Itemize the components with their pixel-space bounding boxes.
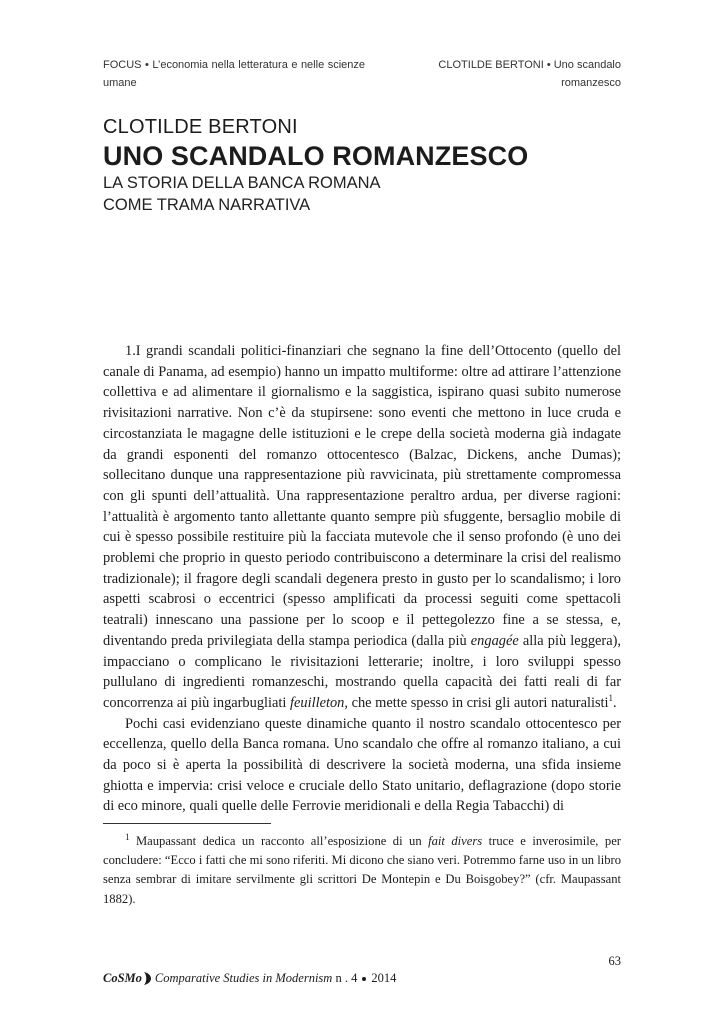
journal-issue: n . 4 bbox=[335, 971, 358, 985]
paragraph-1 bbox=[103, 341, 621, 714]
journal-name: Comparative Studies in Modernism bbox=[154, 971, 333, 985]
subtitle-line-2: COME TRAMA NARRATIVA bbox=[103, 196, 311, 214]
running-header-left: FOCUS • L’economia nella letteratura e nelle scienze umane bbox=[103, 59, 365, 89]
journal-logo bbox=[103, 971, 155, 986]
paragraph-1-text-a: 1.I grandi scandali politici-finanziari che segnano la fine dell’Ottocento (quello del canale di Panama, ad esempio) hanno un impatto multiforme: oltre ad attirare l’attenzione collettiva e ad alimentare il giornalismo e la saggistica, ispirano quasi subito numerose rivisitazioni narrative. Non c’è da stupirsene: sono eventi che mettono in luce cruda e circostanziata le magagne delle istituzioni e le crepe della società moderna già indagate da grandi esponenti del romanzo ottocentesco (Balzac, Dickens, anche Dumas); sollecitano dunque una rappresentazione più ravvicinata, più strettamente compromessa con gli spunti dell’attualità. Una rappresentazione peraltro ardua, per diverse ragioni: l’attualità è argomento tanto allettante quanto sempre più sfuggente, bersaglio mobile di cui è spesso possibile restituire più la facciata mutevole che il senso profondo (è uno dei problemi che proprio in questo periodo contribuiscono a determinare la crisi del realismo tradizionale); il fragore degli scandali degenera presto in gusto per lo scandalismo; i loro aspetti scabrosi o eccentrici (spesso amplificati da processi seguiti come spettacoli teatrali) innescano una passione per lo scoop e il pettegolezzo fine a se stessa, e, diventando preda privilegiata della stampa periodica (dalla più bbox=[103, 343, 621, 649]
footnote-reference-1[interactable]: 1 bbox=[608, 693, 614, 704]
footnote-divider bbox=[103, 823, 271, 824]
article-title: UNO SCANDALO ROMANZESCO bbox=[103, 141, 529, 171]
paragraph-1-end: . bbox=[613, 694, 617, 711]
subtitle-line-1: LA STORIA DELLA BANCA ROMANA bbox=[103, 174, 381, 192]
page-number: 63 bbox=[608, 954, 621, 968]
running-header-right: CLOTILDE BERTONI • Uno scandalo romanzesco bbox=[438, 59, 621, 89]
paragraph-1-text-b: alla più leggera), impacciano o complicano le rivisitazioni letterarie; inoltre, i loro sviluppi spesso pullulano di ingredienti romanzeschi, mostrando quella capacità dei fatti reali di far concorrenza ai più ingarbugliati bbox=[103, 632, 621, 711]
italic-feuilleton: feuilleton bbox=[290, 694, 345, 711]
bullet-separator bbox=[362, 977, 366, 981]
footnote-text-b: truce e inverosimile, per concludere: “Ecco i fatti che mi sono riferiti. Mi dicono che siano veri. Potremmo farne uso in un libro senza sembrar di imitare servilmente gli scrittori De Montepin e Du Boisgobey?” (cfr. Maupassant 1882). bbox=[103, 834, 621, 906]
journal-year: 2014 bbox=[371, 971, 397, 985]
crescent-moon-icon bbox=[143, 972, 151, 985]
italic-engagee: engagée bbox=[470, 632, 519, 649]
footnote-number: 1 bbox=[125, 831, 130, 842]
running-header bbox=[103, 56, 621, 92]
author-name: CLOTILDE BERTONI bbox=[103, 116, 298, 138]
journal-footer bbox=[103, 971, 396, 986]
footnote-text-a: Maupassant dedica un racconto all’esposizione di un bbox=[129, 834, 429, 848]
italic-fait-divers: fait divers bbox=[428, 834, 483, 848]
article-body bbox=[103, 341, 621, 817]
paragraph-1-text-c: , che mette spesso in crisi gli autori naturalisti bbox=[344, 694, 609, 711]
paragraph-2: Pochi casi evidenziano queste dinamiche quanto il nostro scandalo ottocentesco per eccellenza, quello della Banca romana. Uno scandalo che offre al romanzo italiano, a cui da poco si è aperta la possibilità di descrivere la società moderna, una sfida insieme ghiotta e impervia: crisi veloce e cruciale dello Stato unitario, deflagrazione (dopo storie di eco minore, quali quelle delle Ferrovie meridionali e della Regia Tabacchi) di bbox=[103, 715, 621, 815]
footnote-1 bbox=[103, 832, 621, 909]
journal-logo-text: CoSMo bbox=[103, 971, 142, 985]
article-title-block bbox=[103, 114, 623, 216]
